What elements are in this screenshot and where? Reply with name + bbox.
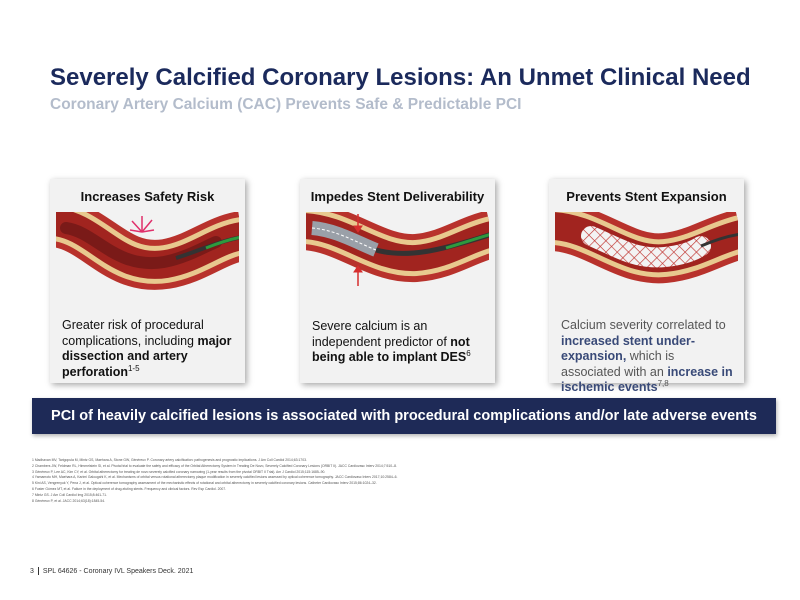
reference-item: 7 Mintz GS. J Am Coll Cardiol Img 2015;8:461-71.	[32, 492, 108, 497]
references-list	[32, 458, 632, 504]
dissection-burst-icon	[130, 216, 154, 232]
footer-text: SPL 64626 - Coronary IVL Speakers Deck. 2021	[42, 567, 194, 575]
card-description: Severe calcium is an independent predictor of not being able to implant DES$^6$	[312, 319, 471, 364]
reference-item: 3 Généreux P, Lee AC, Kim CY, et al. Orbital atherectomy for treating de novo severely calcified coronary narrowing (1-year results from the pivotal ORBIT II Trial). Am J Cardiol 2015;115:1685–90.	[32, 469, 326, 474]
card-title: Prevents Stent Expansion	[566, 189, 727, 204]
page-title: Severely Calcified Coronary Lesions: An Unmet Clinical Need	[50, 64, 751, 91]
reference-item: 2 Chambers JW, Feldman RL, Himmelstein SI, et al. Pivotal trial to evaluate the safety and efficacy of the Orbital Atherectomy System in Treating De Novo, Severely Calcified Coronary Lesions (ORBIT II). JACC Cardiovasc Interv 2014;7:510–8.	[32, 463, 397, 468]
card-description: Calcium severity correlated to increased stent under-expansion, which is associated with an increase in ischemic events$^{7,8}$	[561, 318, 733, 394]
footer-divider	[38, 567, 39, 575]
reference-item: 8 Généreux P, et al. JACC 2014;63(18):1845-54.	[32, 498, 106, 503]
footer	[30, 567, 193, 575]
reference-item: 4 Yamamoto MH, Maehara A, Karimi Galougahi K, et al. Mechanisms of orbital versus rotational atherectomy plaque modification in severely calcified lesions assessed by optical coherence tomography. JACC Cardiovasc Interv 2017;10:2584–6.	[32, 475, 398, 480]
key-message-banner: PCI of heavily calcified lesions is associated with procedural complications and/or late adverse events	[32, 398, 776, 434]
vessel-dissection-illustration	[56, 212, 239, 292]
card-safety-risk	[50, 179, 245, 383]
card-title: Increases Safety Risk	[80, 189, 215, 204]
vessel-stent-expansion-illustration	[555, 212, 738, 292]
reference-item: 6 Fuster Gómez MT, et al. Failure in the deployment of drug-eluting stents. Frequency and clinical factors. Rev Esp Cardiol. 2007.	[32, 486, 227, 491]
page-subtitle: Coronary Artery Calcium (CAC) Prevents Safe & Predictable PCI	[50, 96, 522, 113]
card-stent-expansion	[549, 179, 744, 394]
reference-item: 5 Kini AS, Vengrenyuk Y, Pena J, et al. Optical coherence tomography assessment of the mechanistic effects of rotational and orbital atherectomy in severely calcified coronary lesions. Catheter Cardiovasc Interv 2015;86:1024–32.	[32, 481, 377, 486]
card-description: Greater risk of procedural complications, including major dissection and artery perforation$^{1-5}$	[62, 318, 232, 379]
card-stent-deliverability	[300, 179, 495, 383]
vessel-stent-delivery-illustration	[306, 212, 489, 292]
page-number: 3	[30, 567, 34, 575]
card-title: Impedes Stent Deliverability	[310, 189, 485, 204]
reference-item: 1 Madhavan MV, Tarigopula M, Mintz GS, Maehara A, Stone GW, Généreux P. Coronary artery calcification: pathogenesis and prognostic implications. J Am Coll Cardiol 2014;63:1703.	[32, 458, 307, 462]
